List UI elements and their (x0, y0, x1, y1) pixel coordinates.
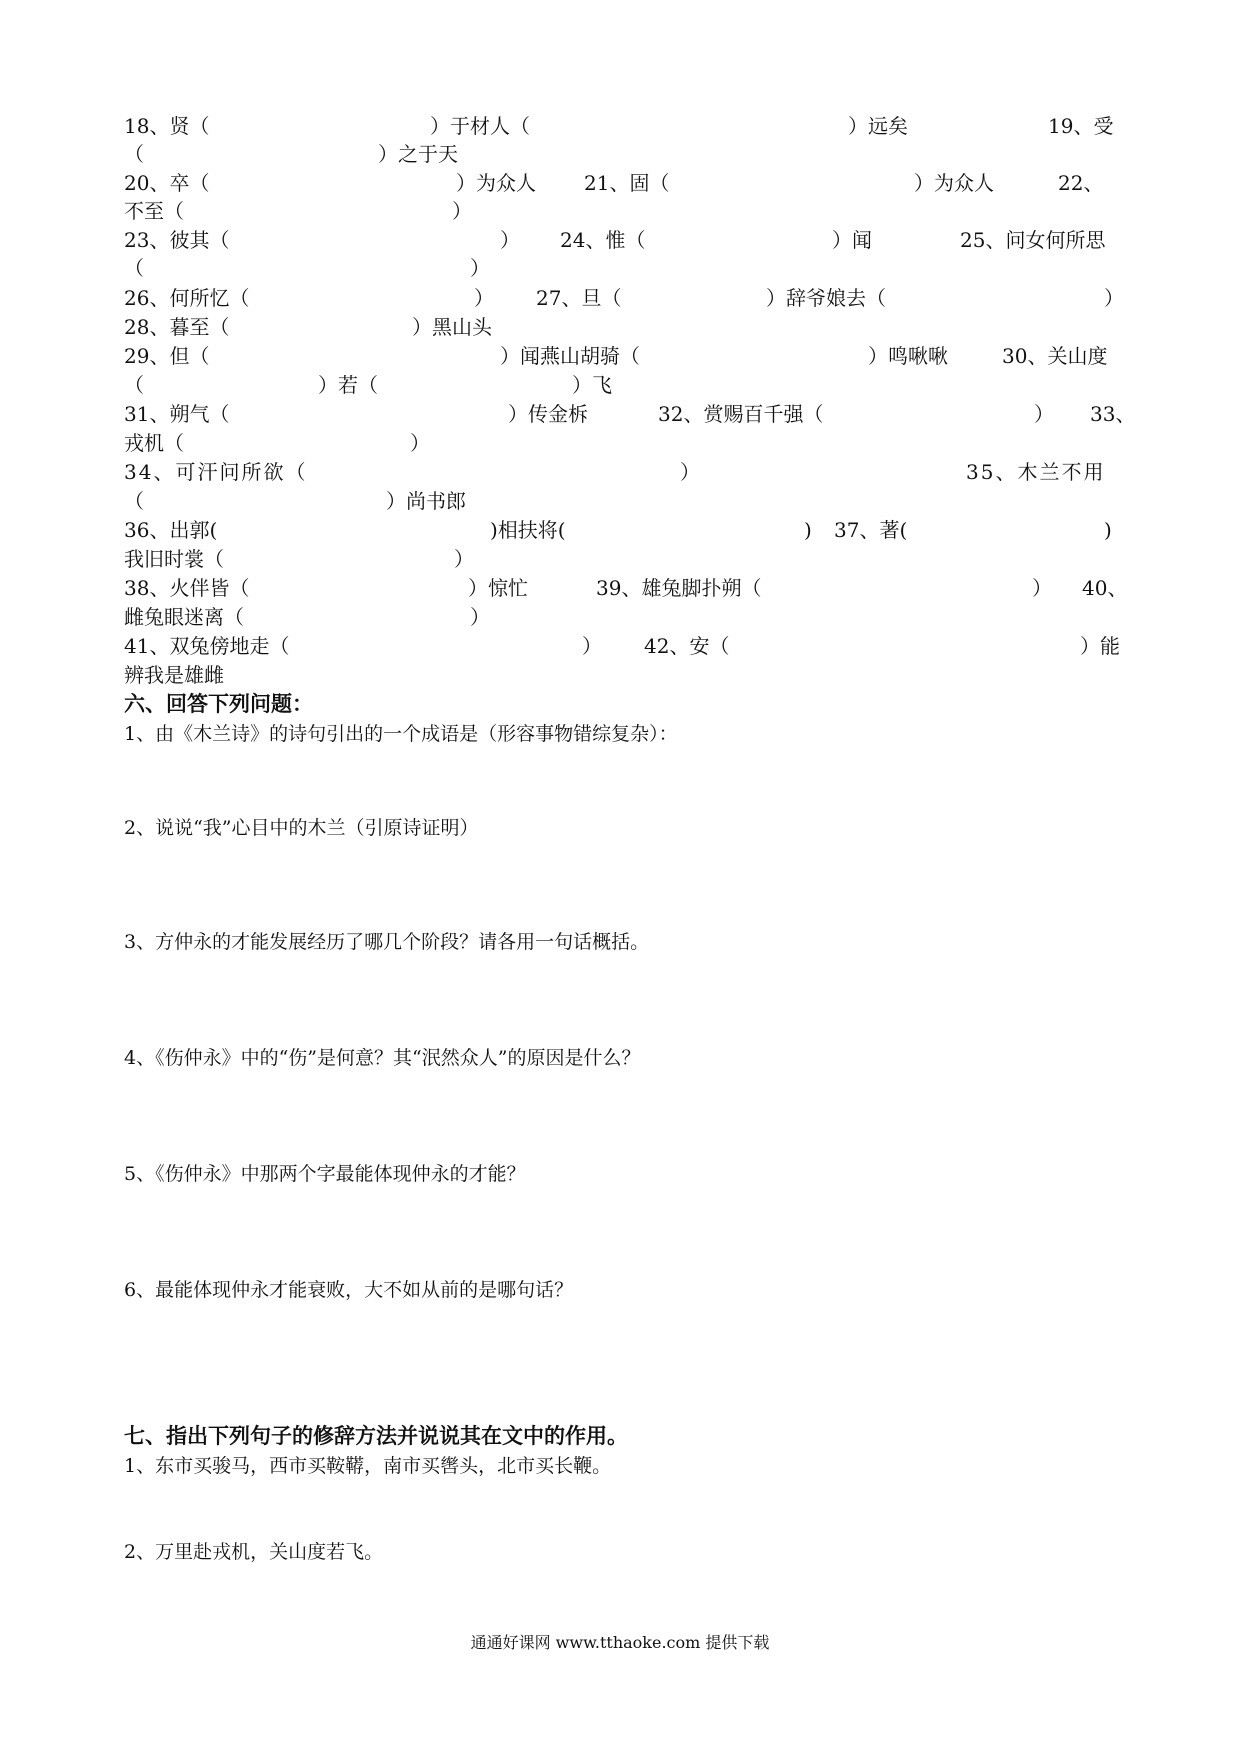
fill-line-7 (124, 284, 1122, 312)
fill-line-9 (124, 342, 1122, 370)
fill-line-10 (124, 371, 1122, 399)
fill-segment: 40、 (1082, 576, 1128, 600)
section7-heading: 七、指出下列句子的修辞方法并说说其在文中的作用。 (124, 1424, 628, 1448)
fill-line-20 (124, 661, 1122, 689)
fill-segment: （ (124, 373, 144, 397)
fill-segment: ） (582, 634, 602, 658)
page-footer: 通通好课网 www.tthaoke.com 提供下载 (470, 1633, 770, 1652)
question-item: 2、说说“我”心目中的木兰（引原诗证明） (124, 817, 479, 839)
fill-segment: ）远矣 (848, 114, 908, 138)
fill-segment: 37、著( (834, 518, 908, 542)
question-item: 4、《伤仲永》中的“伤”是何意？其“泯然众人”的原因是什么？ (124, 1047, 641, 1069)
fill-segment: 31、朔气（ (124, 402, 230, 426)
fill-segment: ） (1034, 402, 1054, 426)
fill-segment: 32、赏赐百千强（ (658, 402, 824, 426)
question-item: 2、万里赴戎机，关山度若飞。 (124, 1541, 384, 1563)
fill-line-18 (124, 603, 1122, 631)
fill-segment: 38、火伴皆（ (124, 576, 250, 600)
fill-line-11 (124, 400, 1136, 428)
fill-segment: （ (124, 256, 144, 280)
question-item: 5、《伤仲永》中那两个字最能体现仲永的才能？ (124, 1163, 526, 1185)
fill-segment: ）为众人 (456, 171, 536, 195)
fill-line-17 (124, 574, 1128, 602)
question-item: 3、方仲永的才能发展经历了哪几个阶段？请各用一句话概括。 (124, 931, 650, 953)
fill-segment: ） (680, 460, 700, 484)
fill-segment: 23、彼其（ (124, 228, 230, 252)
fill-segment: ） (470, 256, 490, 280)
question-item: 1、东市买骏马，西市买鞍鞯，南市买辔头，北市买长鞭。 (124, 1455, 612, 1477)
fill-segment: 29、但（ (124, 344, 210, 368)
fill-segment: ） (1032, 576, 1052, 600)
fill-line-19 (124, 632, 1122, 660)
fill-segment: 35、木兰不用 (966, 460, 1106, 484)
fill-segment: ) (1104, 518, 1112, 542)
section6-heading: 六、回答下列问题： (124, 692, 313, 716)
fill-line-13 (124, 458, 1122, 486)
fill-segment: ） (470, 605, 490, 629)
fill-segment: ) (804, 518, 812, 542)
fill-segment: 戎机（ (124, 431, 184, 455)
fill-segment: 27、旦（ (536, 286, 622, 310)
fill-line-12 (124, 429, 1122, 457)
fill-segment: 我旧时裳（ (124, 547, 224, 571)
fill-segment: ）闻 (832, 228, 872, 252)
fill-line-1 (124, 112, 1122, 140)
fill-line-6 (124, 254, 1122, 282)
fill-segment: （ (124, 489, 144, 513)
fill-segment: 39、雄兔脚扑朔（ (596, 576, 762, 600)
fill-line-8 (124, 313, 1122, 341)
fill-segment: 24、惟（ (560, 228, 646, 252)
fill-segment: 21、固（ (584, 171, 670, 195)
fill-segment: ） (410, 431, 430, 455)
fill-line-14 (124, 487, 1122, 515)
fill-segment: ）闻燕山胡骑（ (500, 344, 640, 368)
fill-segment: 18、贤（ (124, 114, 210, 138)
fill-segment: ）若（ (318, 373, 378, 397)
fill-segment: 20、卒（ (124, 171, 210, 195)
fill-segment: 辨我是雄雌 (124, 663, 224, 687)
fill-segment: ）于材人（ (430, 114, 530, 138)
fill-segment: )相扶将( (490, 518, 566, 542)
fill-segment: ） (500, 228, 520, 252)
question-item: 6、最能体现仲永才能衰败，大不如从前的是哪句话？ (124, 1279, 574, 1301)
fill-segment: ）传金柝 (508, 402, 588, 426)
fill-segment: ） (1104, 286, 1124, 310)
fill-segment: ） (452, 199, 472, 223)
fill-line-2 (124, 140, 1122, 168)
fill-segment: 34、可汗问所欲（ (124, 460, 308, 484)
fill-segment: ）为众人 (914, 171, 994, 195)
fill-segment: ）鸣啾啾 (868, 344, 948, 368)
fill-segment: 雌兔眼迷离（ (124, 605, 244, 629)
question-item: 1、由《木兰诗》的诗句引出的一个成语是（形容事物错综复杂）： (124, 723, 678, 745)
fill-segment: ） (474, 286, 494, 310)
fill-segment: ）黑山头 (412, 315, 492, 339)
fill-segment: ）飞 (572, 373, 612, 397)
fill-segment: 19、受 (1048, 114, 1114, 138)
fill-segment: 30、关山度 (1002, 344, 1108, 368)
fill-segment: ）辞爷娘去（ (766, 286, 886, 310)
fill-line-4 (124, 197, 1122, 225)
fill-segment: 不至（ (124, 199, 184, 223)
fill-segment: 28、暮至（ (124, 315, 230, 339)
fill-segment: 33、 (1090, 402, 1136, 426)
fill-segment: ） (454, 547, 474, 571)
fill-segment: （ (124, 142, 144, 166)
fill-line-15 (124, 516, 1122, 544)
fill-segment: 42、安（ (644, 634, 730, 658)
fill-segment: ）惊忙 (468, 576, 528, 600)
fill-segment: ）尚书郎 (386, 489, 466, 513)
fill-segment: 36、出郭( (124, 518, 218, 542)
fill-line-3 (124, 169, 1122, 197)
fill-line-16 (124, 545, 1122, 573)
fill-line-5 (124, 226, 1122, 254)
fill-segment: ）之于天 (378, 142, 458, 166)
fill-segment: 26、何所忆（ (124, 286, 250, 310)
fill-segment: 25、问女何所思 (960, 228, 1106, 252)
fill-segment: ）能 (1080, 634, 1120, 658)
fill-segment: 22、 (1058, 171, 1104, 195)
fill-segment: 41、双兔傍地走（ (124, 634, 290, 658)
